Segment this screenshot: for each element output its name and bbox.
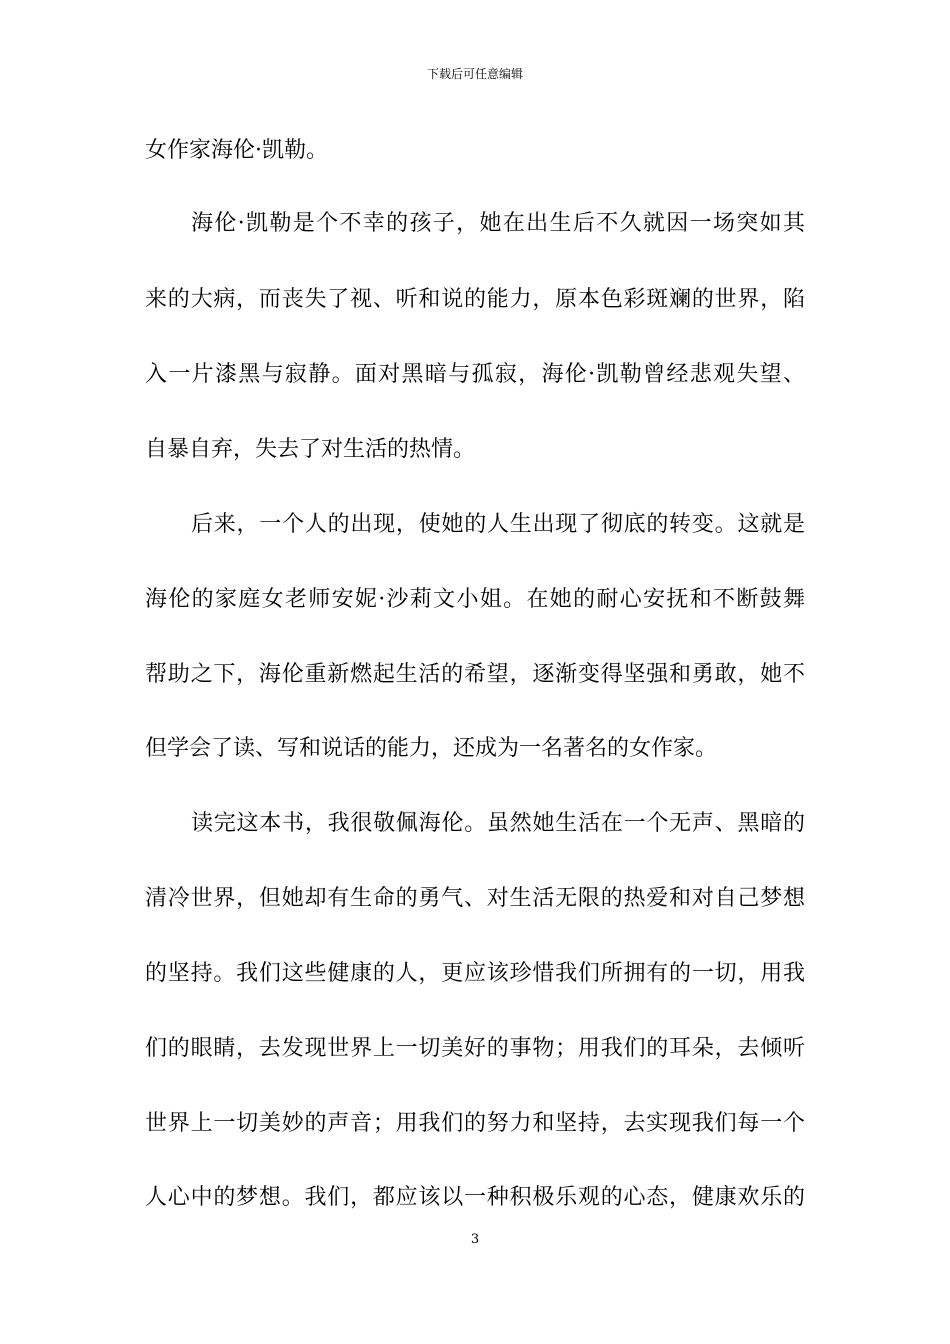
text-line: 们的眼睛，去发现世界上一切美好的事物；用我们的耳朵，去倾听	[145, 1036, 805, 1061]
text-line: 后来，一个人的出现，使她的人生出现了彻底的转变。这就是	[191, 512, 805, 537]
text-line: 帮助之下，海伦重新燃起生活的希望，逐渐变得坚强和勇敢，她不	[145, 662, 805, 687]
text-line: 女作家海伦·凯勒。	[145, 138, 328, 163]
text-line: 自暴自弃，失去了对生活的热情。	[145, 437, 476, 462]
text-line: 海伦的家庭女老师安妮·沙莉文小姐。在她的耐心安抚和不断鼓舞	[145, 587, 805, 612]
page-number: 3	[470, 1232, 480, 1247]
text-line: 海伦·凯勒是个不幸的孩子，她在出生后不久就因一场突如其	[191, 211, 805, 236]
text-line: 入一片漆黑与寂静。面对黑暗与孤寂，海伦·凯勒曾经悲观失望、	[145, 362, 805, 387]
text-line: 世界上一切美妙的声音；用我们的努力和坚持，去实现我们每一个	[145, 1111, 805, 1136]
text-line: 读完这本书，我很敬佩海伦。虽然她生活在一个无声、黑暗的	[191, 811, 805, 836]
text-line: 但学会了读、写和说话的能力，还成为一名著名的女作家。	[145, 736, 718, 761]
page-header: 下载后可任意编辑	[426, 67, 523, 81]
text-line: 清冷世界，但她却有生命的勇气、对生活无限的热爱和对自己梦想	[145, 886, 805, 911]
text-line: 的坚持。我们这些健康的人，更应该珍惜我们所拥有的一切，用我	[145, 961, 805, 986]
text-line: 来的大病，而丧失了视、听和说的能力，原本色彩斑斓的世界，陷	[145, 287, 805, 312]
text-line: 人心中的梦想。我们，都应该以一种积极乐观的心态，健康欢乐的	[145, 1185, 805, 1210]
